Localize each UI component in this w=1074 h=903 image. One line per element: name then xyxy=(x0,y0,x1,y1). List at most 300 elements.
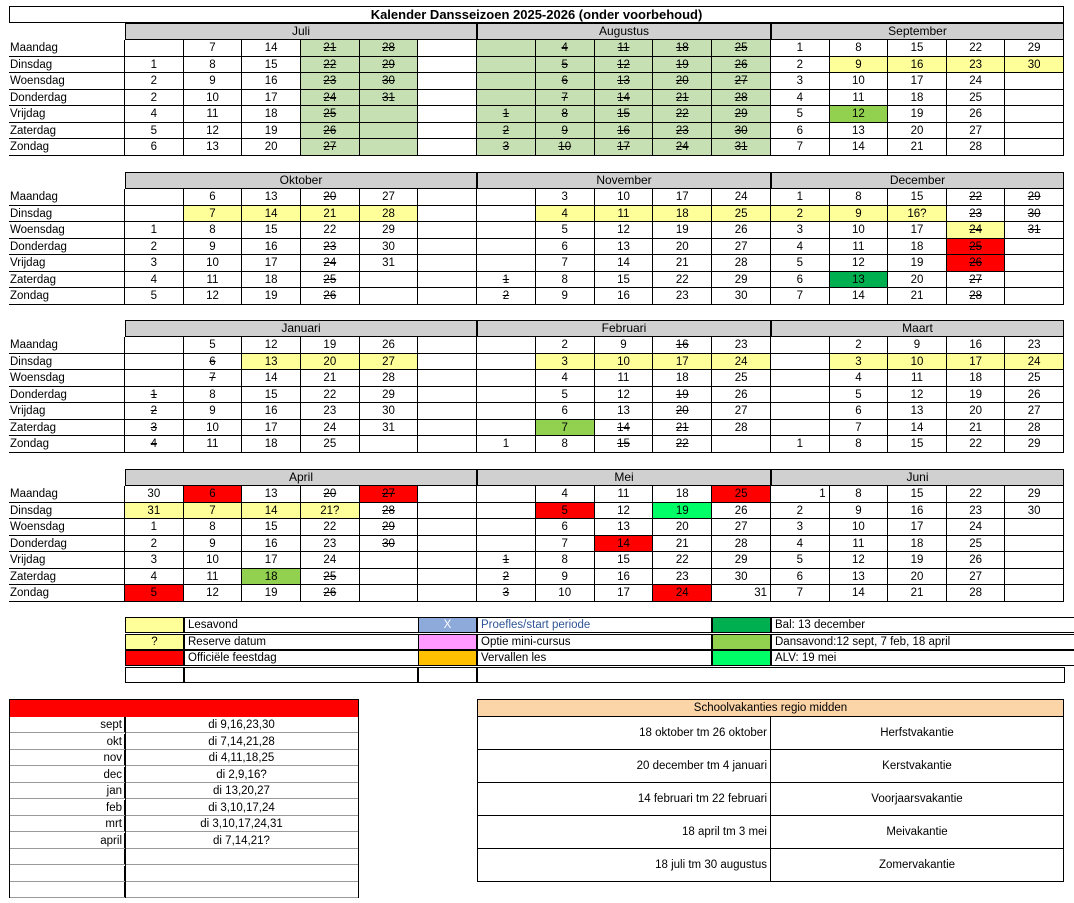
calendar-day-cell: 7 xyxy=(771,585,830,602)
legend-col1-0-swatch xyxy=(125,617,184,633)
calendar-day-cell: 27 xyxy=(360,486,419,503)
calendar-day-cell: 10 xyxy=(184,420,243,437)
holiday-name: Herfstvakantie xyxy=(880,727,954,739)
calendar-day-cell: 23 xyxy=(947,57,1006,74)
calendar-day-cell: 10 xyxy=(888,354,947,371)
calendar-day-cell xyxy=(418,420,477,437)
calendar-day-cell: 27 xyxy=(712,73,771,90)
calendar-day-cell xyxy=(477,403,536,420)
calendar-day-cell: 17 xyxy=(888,73,947,90)
holiday-name: Kerstvakantie xyxy=(882,760,952,772)
calendar-day-cell: 4 xyxy=(830,370,889,387)
calendar-day-cell: 24 xyxy=(653,139,712,156)
calendar-day-cell: 11 xyxy=(830,90,889,107)
calendar-day-cell: 12 xyxy=(830,255,889,272)
calendar-day-cell: 8 xyxy=(536,436,595,453)
calendar-day-cell: 4 xyxy=(125,436,184,453)
calendar-day-cell: 19 xyxy=(653,387,712,404)
calendar-day-cell xyxy=(1005,90,1064,107)
calendar-day-cell: 15 xyxy=(242,57,301,74)
calendar-day-cell: 30 xyxy=(360,73,419,90)
month-header-november: November xyxy=(477,172,771,189)
calendar-day-cell: 18 xyxy=(947,370,1006,387)
calendar-day-cell: 23 xyxy=(301,403,360,420)
calendar-day-cell: 11 xyxy=(595,206,654,223)
calendar-day-cell xyxy=(418,272,477,289)
calendar-day-cell xyxy=(477,503,536,520)
calendar-day-cell: 9 xyxy=(830,57,889,74)
calendar-day-cell: 1 xyxy=(125,222,184,239)
calendar-day-cell: 29 xyxy=(1005,40,1064,57)
calendar-day-cell: 14 xyxy=(595,90,654,107)
calendar-day-cell: 19 xyxy=(947,387,1006,404)
lesson-summary-table xyxy=(9,699,359,898)
summary-dates xyxy=(125,866,358,881)
calendar-day-cell: 11 xyxy=(595,40,654,57)
holiday-period: 18 juli tm 30 augustus xyxy=(478,849,771,881)
calendar-day-cell: 17 xyxy=(595,585,654,602)
calendar-day-cell: 1 xyxy=(771,486,830,503)
calendar-day-cell: 19 xyxy=(653,222,712,239)
summary-row xyxy=(10,717,358,733)
calendar-day-cell xyxy=(477,486,536,503)
calendar-day-cell xyxy=(418,503,477,520)
calendar-day-cell: 6 xyxy=(125,139,184,156)
calendar-day-cell: 24 xyxy=(947,519,1006,536)
calendar-day-cell: 10 xyxy=(830,519,889,536)
calendar-day-cell: 21 xyxy=(653,420,712,437)
calendar-day-cell: 9 xyxy=(595,337,654,354)
calendar-day-cell: 26 xyxy=(712,222,771,239)
calendar-day-cell: 8 xyxy=(184,57,243,74)
calendar-day-cell: 16 xyxy=(242,239,301,256)
calendar-day-cell: 28 xyxy=(947,585,1006,602)
calendar-day-cell: 10 xyxy=(595,354,654,371)
calendar-day-cell: 4 xyxy=(125,106,184,123)
calendar-day-cell: 18 xyxy=(242,272,301,289)
calendar-day-cell: 9 xyxy=(830,206,889,223)
calendar-day-cell: 16 xyxy=(888,57,947,74)
calendar-day-cell xyxy=(418,255,477,272)
calendar-day-cell xyxy=(477,206,536,223)
calendar-day-cell: 15 xyxy=(242,387,301,404)
calendar-day-cell: 25 xyxy=(947,239,1006,256)
day-label-woensdag: Woensdag xyxy=(10,372,65,384)
day-label-dinsdag: Dinsdag xyxy=(10,355,53,368)
calendar-day-cell: 14 xyxy=(830,585,889,602)
calendar-day-cell: 26 xyxy=(712,387,771,404)
calendar-day-cell: 3 xyxy=(125,255,184,272)
calendar-day-cell: 31 xyxy=(360,255,419,272)
summary-dates xyxy=(125,882,358,897)
calendar-day-cell: 20 xyxy=(888,272,947,289)
day-label-woensdag: Woensdag xyxy=(10,224,65,236)
calendar-day-cell: 9 xyxy=(536,288,595,305)
calendar-day-cell: 11 xyxy=(595,486,654,503)
calendar-day-cell: 7 xyxy=(184,206,243,223)
calendar-day-cell: 15 xyxy=(595,272,654,289)
calendar-day-cell: 18 xyxy=(888,239,947,256)
legend-empty-cell xyxy=(125,667,184,683)
legend-col1-2-label: Officiële feestdag xyxy=(184,650,419,666)
calendar-day-cell: 7 xyxy=(184,40,243,57)
summary-month xyxy=(10,882,125,897)
calendar-day-cell: 30 xyxy=(712,123,771,140)
day-label-woensdag: Woensdag xyxy=(10,521,65,533)
calendar-day-cell xyxy=(418,222,477,239)
calendar-day-cell: 8 xyxy=(536,272,595,289)
calendar-day-cell: 31 xyxy=(125,503,184,520)
summary-month: dec xyxy=(10,767,125,782)
calendar-day-cell: 15 xyxy=(595,106,654,123)
calendar-day-cell: 2 xyxy=(125,239,184,256)
calendar-day-cell: 14 xyxy=(888,420,947,437)
legend-col3-1-swatch xyxy=(712,634,771,650)
calendar-day-cell: 14 xyxy=(830,288,889,305)
row-divider xyxy=(9,601,125,602)
calendar-day-cell: 28 xyxy=(712,90,771,107)
calendar-day-cell: 5 xyxy=(830,387,889,404)
calendar-day-cell: 29 xyxy=(1005,436,1064,453)
calendar-day-cell: 23 xyxy=(947,206,1006,223)
calendar-day-cell: 23 xyxy=(712,337,771,354)
calendar-day-cell xyxy=(125,189,184,206)
summary-dates: di 3,10,17,24 xyxy=(208,801,275,814)
calendar-day-cell xyxy=(360,585,419,602)
calendar-day-cell xyxy=(477,222,536,239)
calendar-day-cell: 30 xyxy=(360,239,419,256)
calendar-day-cell xyxy=(360,288,419,305)
calendar-day-cell: 17 xyxy=(653,354,712,371)
calendar-day-cell: 1 xyxy=(477,272,536,289)
calendar-day-cell: 25 xyxy=(1005,370,1064,387)
calendar-day-cell: 19 xyxy=(888,552,947,569)
calendar-day-cell: 22 xyxy=(947,486,1006,503)
calendar-day-cell: 26 xyxy=(947,552,1006,569)
calendar-day-cell: 25 xyxy=(712,206,771,223)
calendar-day-cell: 12 xyxy=(242,337,301,354)
calendar-day-cell: 2 xyxy=(125,73,184,90)
calendar-day-cell: 4 xyxy=(536,486,595,503)
calendar-day-cell: 25 xyxy=(947,90,1006,107)
calendar-day-cell: 28 xyxy=(712,536,771,553)
calendar-day-cell: 14 xyxy=(595,255,654,272)
calendar-day-cell: 6 xyxy=(536,519,595,536)
calendar-day-cell xyxy=(418,90,477,107)
calendar-day-cell: 8 xyxy=(830,40,889,57)
calendar-day-cell: 6 xyxy=(184,189,243,206)
calendar-day-cell: 5 xyxy=(536,387,595,404)
calendar-day-cell: 11 xyxy=(184,106,243,123)
school-holiday-row xyxy=(478,816,1063,849)
calendar-day-cell: 28 xyxy=(360,370,419,387)
calendar-day-cell: 24 xyxy=(301,552,360,569)
calendar-day-cell: 3 xyxy=(477,139,536,156)
summary-row xyxy=(10,849,358,865)
summary-month xyxy=(10,849,125,864)
calendar-day-cell: 1 xyxy=(477,106,536,123)
calendar-day-cell: 1 xyxy=(125,57,184,74)
legend-empty-cell xyxy=(184,667,418,683)
calendar-day-cell: 30 xyxy=(360,403,419,420)
calendar-day-cell xyxy=(1005,272,1064,289)
calendar-day-cell: 22 xyxy=(653,436,712,453)
month-header-oktober: Oktober xyxy=(125,172,477,189)
calendar-day-cell: 8 xyxy=(830,486,889,503)
calendar-day-cell: 18 xyxy=(242,569,301,586)
day-label-maandag: Maandag xyxy=(10,339,58,351)
calendar-day-cell: 20 xyxy=(653,403,712,420)
calendar-day-cell: 26 xyxy=(712,57,771,74)
calendar-day-cell: 15 xyxy=(888,189,947,206)
calendar-day-cell: 2 xyxy=(477,569,536,586)
calendar-day-cell: 7 xyxy=(771,139,830,156)
holiday-name: Zomervakantie xyxy=(878,859,956,871)
calendar-day-cell: 20 xyxy=(653,73,712,90)
calendar-day-cell: 22 xyxy=(947,189,1006,206)
day-label-dinsdag: Dinsdag xyxy=(10,504,53,517)
calendar-day-cell xyxy=(1005,519,1064,536)
legend-col3-1-label: Dansavond:12 sept, 7 feb, 18 april xyxy=(771,634,1074,650)
calendar-day-cell: 20 xyxy=(301,486,360,503)
calendar-day-cell: 30 xyxy=(1005,206,1064,223)
calendar-day-cell: 25 xyxy=(301,272,360,289)
calendar-day-cell: 4 xyxy=(771,239,830,256)
calendar-day-cell: 29 xyxy=(712,106,771,123)
calendar-day-cell: 4 xyxy=(536,40,595,57)
calendar-day-cell: 6 xyxy=(771,569,830,586)
legend-col1-1-swatch: ? xyxy=(125,634,184,650)
calendar-day-cell: 16 xyxy=(653,337,712,354)
calendar-day-cell: 25 xyxy=(712,370,771,387)
calendar-day-cell: 24 xyxy=(947,73,1006,90)
calendar-day-cell: 20 xyxy=(242,139,301,156)
calendar-day-cell: 26 xyxy=(360,337,419,354)
calendar-day-cell: 7 xyxy=(184,503,243,520)
calendar-day-cell: 23 xyxy=(301,239,360,256)
calendar-day-cell: 8 xyxy=(536,552,595,569)
legend-col2-1-swatch xyxy=(418,634,477,650)
day-label-zaterdag: Zaterdag xyxy=(10,570,57,583)
calendar-day-cell: 24 xyxy=(301,420,360,437)
calendar-day-cell: 29 xyxy=(360,387,419,404)
calendar-day-cell xyxy=(477,57,536,74)
calendar-day-cell: 30 xyxy=(360,536,419,553)
calendar-day-cell: 27 xyxy=(301,139,360,156)
calendar-day-cell: 21 xyxy=(653,255,712,272)
summary-dates xyxy=(125,849,358,864)
calendar-day-cell xyxy=(360,123,419,140)
summary-dates: di 9,16,23,30 xyxy=(208,719,275,731)
calendar-day-cell xyxy=(125,354,184,371)
calendar-day-cell: 16 xyxy=(947,337,1006,354)
calendar-day-cell: 21 xyxy=(888,139,947,156)
calendar-day-cell: 5 xyxy=(125,585,184,602)
calendar-day-cell xyxy=(418,189,477,206)
calendar-day-cell: 22 xyxy=(301,387,360,404)
calendar-day-cell: 4 xyxy=(536,370,595,387)
calendar-day-cell: 3 xyxy=(477,585,536,602)
day-label-donderdag: Donderdag xyxy=(10,240,67,253)
calendar-day-cell: 5 xyxy=(771,255,830,272)
day-label-zondag: Zondag xyxy=(10,141,50,153)
summary-dates: di 4,11,18,25 xyxy=(208,752,275,764)
calendar-day-cell xyxy=(477,519,536,536)
row-divider xyxy=(9,155,125,156)
calendar-day-cell: 5 xyxy=(771,106,830,123)
calendar-day-cell: 2 xyxy=(477,123,536,140)
calendar-day-cell: 18 xyxy=(653,486,712,503)
calendar-day-cell: 25 xyxy=(712,40,771,57)
calendar-day-cell xyxy=(418,123,477,140)
calendar-day-cell xyxy=(125,370,184,387)
calendar-day-cell: 18 xyxy=(653,40,712,57)
calendar-day-cell: 6 xyxy=(184,486,243,503)
calendar-day-cell: 8 xyxy=(184,519,243,536)
calendar-day-cell: 27 xyxy=(712,519,771,536)
calendar-day-cell: 19 xyxy=(242,288,301,305)
calendar-day-cell: 23 xyxy=(653,569,712,586)
calendar-day-cell: 16 xyxy=(595,288,654,305)
calendar-day-cell: 8 xyxy=(184,222,243,239)
calendar-day-cell: 28 xyxy=(712,255,771,272)
calendar-day-cell: 27 xyxy=(947,272,1006,289)
calendar-day-cell: 26 xyxy=(301,585,360,602)
calendar-day-cell: 14 xyxy=(242,206,301,223)
summary-month xyxy=(10,866,125,881)
calendar-day-cell: 29 xyxy=(1005,486,1064,503)
calendar-day-cell: 26 xyxy=(301,123,360,140)
calendar-day-cell: 14 xyxy=(595,420,654,437)
calendar-day-cell: 12 xyxy=(184,585,243,602)
calendar-day-cell: 5 xyxy=(125,288,184,305)
calendar-day-cell xyxy=(771,403,830,420)
summary-row xyxy=(10,750,358,766)
calendar-day-cell: 28 xyxy=(947,288,1006,305)
calendar-day-cell xyxy=(1005,585,1064,602)
calendar-day-cell xyxy=(418,552,477,569)
calendar-day-cell: 1 xyxy=(771,189,830,206)
calendar-day-cell: 1 xyxy=(477,436,536,453)
calendar-day-cell xyxy=(418,106,477,123)
calendar-day-cell: 11 xyxy=(830,239,889,256)
calendar-day-cell: 6 xyxy=(536,403,595,420)
calendar-day-cell: 3 xyxy=(536,354,595,371)
calendar-day-cell: 11 xyxy=(888,370,947,387)
calendar-day-cell: 12 xyxy=(595,57,654,74)
calendar-day-cell: 11 xyxy=(184,569,243,586)
calendar-day-cell: 28 xyxy=(360,503,419,520)
calendar-day-cell: 18 xyxy=(888,536,947,553)
legend-col2-0-swatch: X xyxy=(418,617,477,633)
calendar-day-cell xyxy=(477,387,536,404)
calendar-day-cell: 4 xyxy=(125,569,184,586)
legend-col3-0-swatch xyxy=(712,617,771,633)
calendar-day-cell xyxy=(418,73,477,90)
calendar-day-cell: 23 xyxy=(1005,337,1064,354)
calendar-day-cell: 3 xyxy=(125,552,184,569)
calendar-day-cell: 10 xyxy=(830,222,889,239)
calendar-day-cell: 21 xyxy=(653,90,712,107)
school-holiday-row xyxy=(478,717,1063,750)
calendar-day-cell xyxy=(477,337,536,354)
calendar-day-cell xyxy=(1005,73,1064,90)
calendar-day-cell xyxy=(1005,569,1064,586)
calendar-day-cell: 18 xyxy=(653,206,712,223)
calendar-day-cell: 6 xyxy=(536,73,595,90)
day-label-vrijdag: Vrijdag xyxy=(10,405,46,417)
calendar-day-cell: 17 xyxy=(595,139,654,156)
summary-dates: di 2,9,16? xyxy=(216,768,267,781)
calendar-day-cell xyxy=(477,420,536,437)
calendar-day-cell: 1 xyxy=(477,552,536,569)
day-label-donderdag: Donderdag xyxy=(10,91,67,104)
calendar-day-cell: 16 xyxy=(888,503,947,520)
legend-col3-0-label: Bal: 13 december xyxy=(771,617,1074,633)
summary-row xyxy=(10,882,358,898)
calendar-day-cell: 2 xyxy=(771,206,830,223)
calendar-day-cell: 16? xyxy=(888,206,947,223)
day-label-zondag: Zondag xyxy=(10,438,50,450)
summary-row xyxy=(10,816,358,832)
calendar-day-cell: 12 xyxy=(830,106,889,123)
calendar-day-cell: 7 xyxy=(536,536,595,553)
calendar-day-cell xyxy=(418,239,477,256)
calendar-day-cell xyxy=(360,569,419,586)
calendar-day-cell: 13 xyxy=(595,519,654,536)
calendar-day-cell xyxy=(712,436,771,453)
calendar-day-cell: 3 xyxy=(536,189,595,206)
calendar-day-cell: 17 xyxy=(242,420,301,437)
calendar-day-cell: 7 xyxy=(830,420,889,437)
summary-header xyxy=(10,700,358,717)
calendar-day-cell: 31 xyxy=(360,420,419,437)
day-label-zaterdag: Zaterdag xyxy=(10,421,57,434)
calendar-day-cell xyxy=(477,90,536,107)
calendar-day-cell: 15 xyxy=(888,40,947,57)
calendar-day-cell: 13 xyxy=(595,403,654,420)
calendar-day-cell: 5 xyxy=(184,337,243,354)
calendar-day-cell xyxy=(418,486,477,503)
calendar-day-cell: 16 xyxy=(595,569,654,586)
calendar-day-cell: 10 xyxy=(184,552,243,569)
summary-month: mrt xyxy=(10,816,125,831)
calendar-day-cell: 12 xyxy=(184,123,243,140)
calendar-day-cell: 19 xyxy=(242,585,301,602)
calendar-day-cell: 6 xyxy=(536,239,595,256)
day-label-dinsdag: Dinsdag xyxy=(10,207,53,220)
legend-col3-2-swatch xyxy=(712,650,771,666)
calendar-day-cell: 21? xyxy=(301,503,360,520)
calendar-day-cell: 6 xyxy=(771,272,830,289)
calendar-day-cell: 17 xyxy=(242,552,301,569)
calendar-day-cell xyxy=(1005,288,1064,305)
calendar-day-cell: 2 xyxy=(830,337,889,354)
calendar-day-cell: 23 xyxy=(301,536,360,553)
calendar-day-cell: 4 xyxy=(771,90,830,107)
calendar-day-cell xyxy=(360,436,419,453)
calendar-day-cell: 26 xyxy=(301,288,360,305)
month-header-maart: Maart xyxy=(771,320,1064,337)
legend-col2-2-swatch xyxy=(418,650,477,666)
holiday-name: Voorjaarsvakantie xyxy=(871,793,963,805)
day-label-maandag: Maandag xyxy=(10,488,58,500)
calendar-day-cell xyxy=(418,354,477,371)
calendar-day-cell: 12 xyxy=(888,387,947,404)
day-label-donderdag: Donderdag xyxy=(10,537,67,550)
calendar-day-cell: 5 xyxy=(125,123,184,140)
calendar-day-cell: 21 xyxy=(301,40,360,57)
